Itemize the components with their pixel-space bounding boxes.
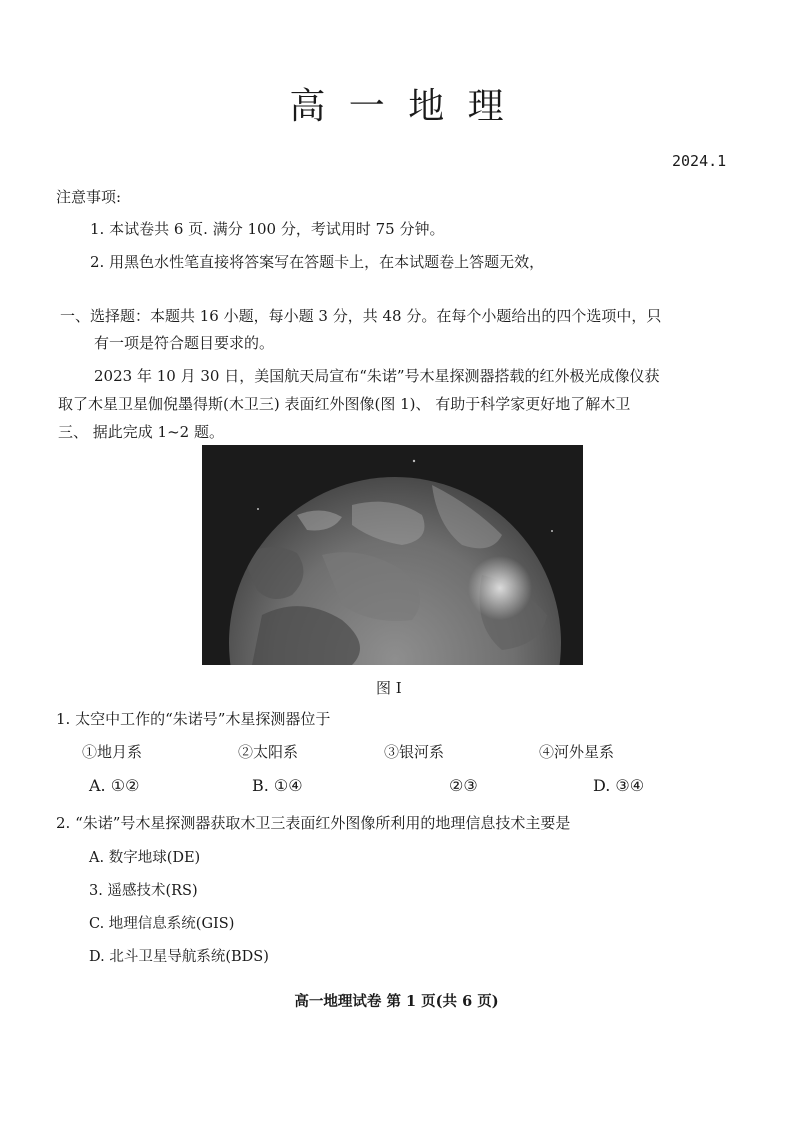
answer-option: A. ①② (89, 776, 140, 795)
notice-item: 1. 本试卷共 6 页. 满分 100 分，考试用时 75 分钟。 (90, 220, 445, 238)
question-item: ③银河系 (384, 743, 445, 761)
figure-caption: 图 I (376, 679, 402, 697)
answer-option: ②③ (449, 776, 478, 795)
question-item: ④河外星系 (539, 743, 615, 761)
passage-line: 三、 据此完成 1~2 题。 (58, 423, 224, 441)
answer-option: C. 地理信息系统(GIS) (89, 916, 235, 932)
passage-line: 取了木星卫星伽倪墨得斯(木卫三) 表面红外图像(图 1)、 有助于科学家更好地了解木卫 (58, 395, 631, 413)
exam-date: 2024.1 (672, 152, 727, 170)
answer-option: B. ①④ (252, 776, 303, 795)
question-item: ②太阳系 (238, 743, 299, 761)
answer-option: D. ③④ (593, 776, 645, 795)
exam-title: 高 一 地 理 (289, 86, 504, 127)
notice-item: 2. 用黑色水性笔直接将答案写在答题卡上，在本试题卷上答题无效， (90, 253, 545, 271)
answer-option: 3. 遥感技术(RS) (89, 883, 198, 899)
question-stem: 2. “朱诺”号木星探测器获取木卫三表面红外图像所利用的地理信息技术主要是 (56, 814, 571, 832)
passage-line: 2023 年 10 月 30 日，美国航天局宣布“朱诺”号木星探测器搭载的红外极光成像仪获 (94, 367, 660, 385)
answer-option: A. 数字地球(DE) (89, 850, 201, 866)
question-item: ①地月系 (82, 743, 143, 761)
question-stem: 1. 太空中工作的“朱诺号”木星探测器位于 (56, 710, 331, 728)
section-heading: 一、选择题：本题共 16 小题，每小题 3 分，共 48 分。在每个小题给出的四个选项中，只 (60, 307, 662, 325)
page-footer: 高一地理试卷 第 1 页(共 6 页) (294, 993, 499, 1010)
notice-heading: 注意事项: (56, 188, 122, 206)
ganymede-infrared-image (202, 445, 583, 665)
answer-option: D. 北斗卫星导航系统(BDS) (89, 949, 269, 965)
section-heading-cont: 有一项是符合题目要求的。 (94, 334, 275, 352)
